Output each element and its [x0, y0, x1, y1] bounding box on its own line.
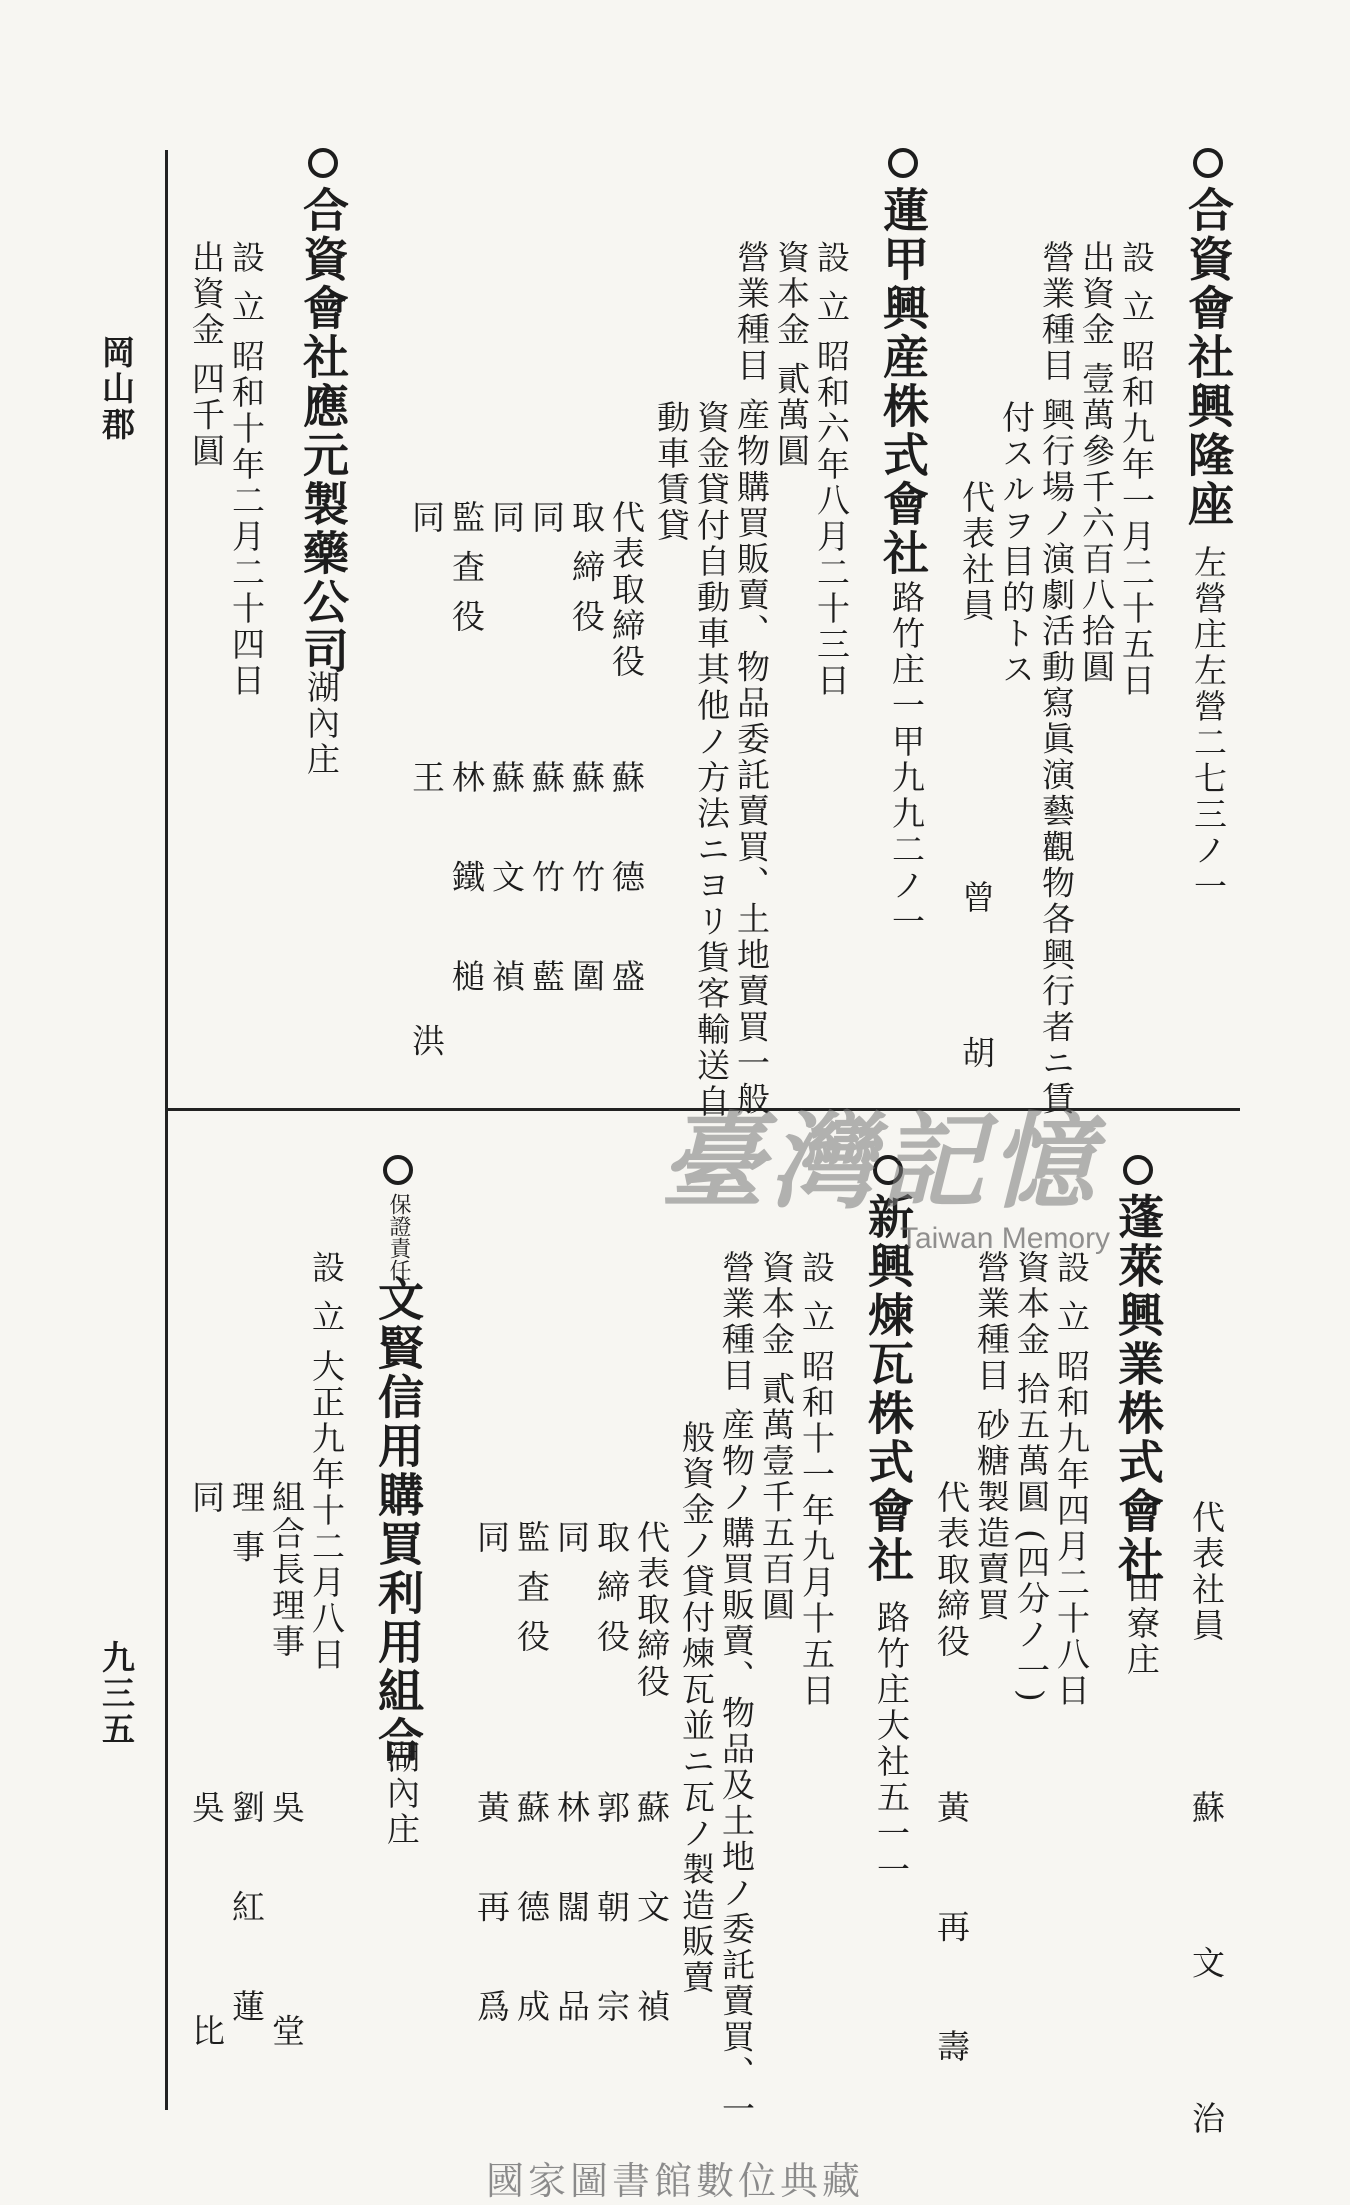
running-head-district: 岡山郡 [97, 335, 136, 443]
business-type: 營業種目 産物ノ購買販賣、物品及土地ノ委託賣買、一 [717, 1250, 756, 2128]
officer-role: 監 査 役 [512, 1520, 551, 1655]
officer-name: 王 洪 [407, 760, 446, 1167]
circle-bullet-icon [873, 1155, 903, 1185]
watermark-subtext: Taiwan Memory [900, 1222, 1111, 1255]
officer-name: 吳 比 [187, 1790, 226, 2137]
business-type: 營業種目 興行場ノ演劇活動寫眞演藝觀物各興行者ニ賃 [1037, 240, 1076, 1118]
officer-name: 黃 再 爲 [472, 1790, 511, 2050]
capital-amount: 資本金 貳萬壹千五百圓 [757, 1250, 796, 1624]
establishment-date: 設 立 昭和十一年九月十五日 [797, 1250, 836, 1709]
company-title-text: 蓬萊興業株式會社 [1111, 1193, 1165, 1585]
business-type-cont: 資金貸付自動車其他ノ方法ニヨリ貨客輸送自 [692, 400, 731, 1120]
business-type: 營業種目 産物購買販賣、物品委託賣買、土地賣買一般 [732, 240, 771, 1118]
officer-name: 蘇 文 禎 [487, 760, 526, 1020]
officer-role: 同 [552, 1520, 591, 1556]
business-type-cont: 般資金ノ貸付煉瓦並ニ瓦ノ製造販賣 [677, 1420, 716, 1996]
company-location: 湖內庄 [302, 670, 341, 778]
capital-amount: 資本金 貳萬圓 [772, 240, 811, 470]
officer-name: 郭 朝 宗 [592, 1790, 631, 2050]
representative-role: 代表社員 [1187, 1500, 1226, 1644]
officer-name: 蘇 竹 藍 [527, 760, 566, 1020]
company-title [861, 1155, 915, 1585]
capital-amount: 出資金 四千圓 [187, 240, 226, 470]
company-location: 路竹庄大社五一一 [872, 1600, 911, 1888]
company-title-text: 新興煉瓦株式會社 [861, 1193, 915, 1585]
company-title-text: 蓮甲興産株式會社 [876, 186, 930, 578]
officer-role: 同 [472, 1520, 511, 1556]
officer-role: 同 [407, 500, 446, 536]
company-location: 左營庄左營二七三ノ一 [1189, 545, 1228, 905]
establishment-date: 設 立 大正九年十二月八日 [307, 1250, 346, 1673]
business-type-cont: 動車賃貸 [652, 400, 691, 544]
officer-name: 蘇 德 盛 [607, 760, 646, 1020]
company-title-text: 文賢信用購買利用組合 [371, 1275, 425, 1765]
officer-name: 吳 堂 [267, 1790, 306, 2137]
officer-role: 代表取締役 [632, 1520, 671, 1700]
officer-role: 組合長理事 [267, 1480, 306, 1660]
archive-footer: 國家圖書館數位典藏 [485, 2159, 864, 2203]
officer-name: 蘇 德 成 [512, 1790, 551, 2050]
company-title-text: 合資會社興隆座 [1181, 186, 1235, 529]
watermark-text: 臺灣記憶 [660, 1100, 1101, 1223]
officer-name: 劉 紅 蓮 [227, 1790, 266, 2050]
officer-role: 取 締 役 [567, 500, 606, 635]
officer-role: 取 締 役 [592, 1520, 631, 1655]
officer-role: 同 [187, 1480, 226, 1516]
company-title [371, 1155, 425, 1765]
officer-name: 蘇 竹 圍 [567, 760, 606, 1020]
company-title [1181, 148, 1235, 529]
circle-bullet-icon [1123, 1155, 1153, 1185]
company-title [876, 148, 930, 578]
establishment-date: 設 立 昭和九年四月二十八日 [1052, 1250, 1091, 1709]
officer-name: 林 闊 品 [552, 1790, 591, 2050]
officer-role: 同 [487, 500, 526, 536]
representative-name: 曾 胡 [957, 880, 996, 1125]
officer-role: 監 査 役 [447, 500, 486, 635]
business-type-cont: 付スルヲ目的トス [997, 400, 1036, 688]
company-title [1111, 1155, 1165, 1585]
officer-role: 理 事 [227, 1480, 266, 1566]
officer-name: 林 鐵 槌 [447, 760, 486, 1020]
officer-role: 同 [527, 500, 566, 536]
representative-role: 代表取締役 [932, 1480, 971, 1660]
company-location: 湖內庄 [382, 1740, 421, 1848]
circle-bullet-icon [1193, 148, 1223, 178]
establishment-date: 設 立 昭和十年二月二十四日 [227, 240, 266, 699]
representative-role: 代表社員 [957, 480, 996, 624]
circle-bullet-icon [308, 148, 338, 178]
representative-name: 黃 再 壽 [932, 1790, 971, 2100]
left-margin-rule [165, 150, 168, 2110]
company-title-text: 合資會社應元製藥公司 [296, 186, 350, 676]
business-type: 營業種目 砂糖製造賣買 [972, 1250, 1011, 1624]
company-location: 路竹庄一甲九九二ノ一 [887, 580, 926, 940]
circle-bullet-icon [383, 1155, 413, 1185]
circle-bullet-icon [888, 148, 918, 178]
page-number: 九三五 [97, 1640, 136, 1748]
officer-name: 蘇 文 禎 [632, 1790, 671, 2050]
representative-name: 蘇 文 治 [1187, 1790, 1226, 2190]
capital-amount: 出資金 壹萬參千六百八拾圓 [1077, 240, 1116, 686]
liability-prefix: 保證責任 [386, 1193, 411, 1281]
company-location: 田寮庄 [1122, 1570, 1161, 1678]
establishment-date: 設 立 昭和六年八月二十三日 [812, 240, 851, 699]
establishment-date: 設 立 昭和九年一月二十五日 [1117, 240, 1156, 699]
capital-amount: 資本金 拾五萬圓 (四分ノ一) [1012, 1250, 1051, 1705]
company-title [296, 148, 350, 676]
officer-role: 代表取締役 [607, 500, 646, 680]
